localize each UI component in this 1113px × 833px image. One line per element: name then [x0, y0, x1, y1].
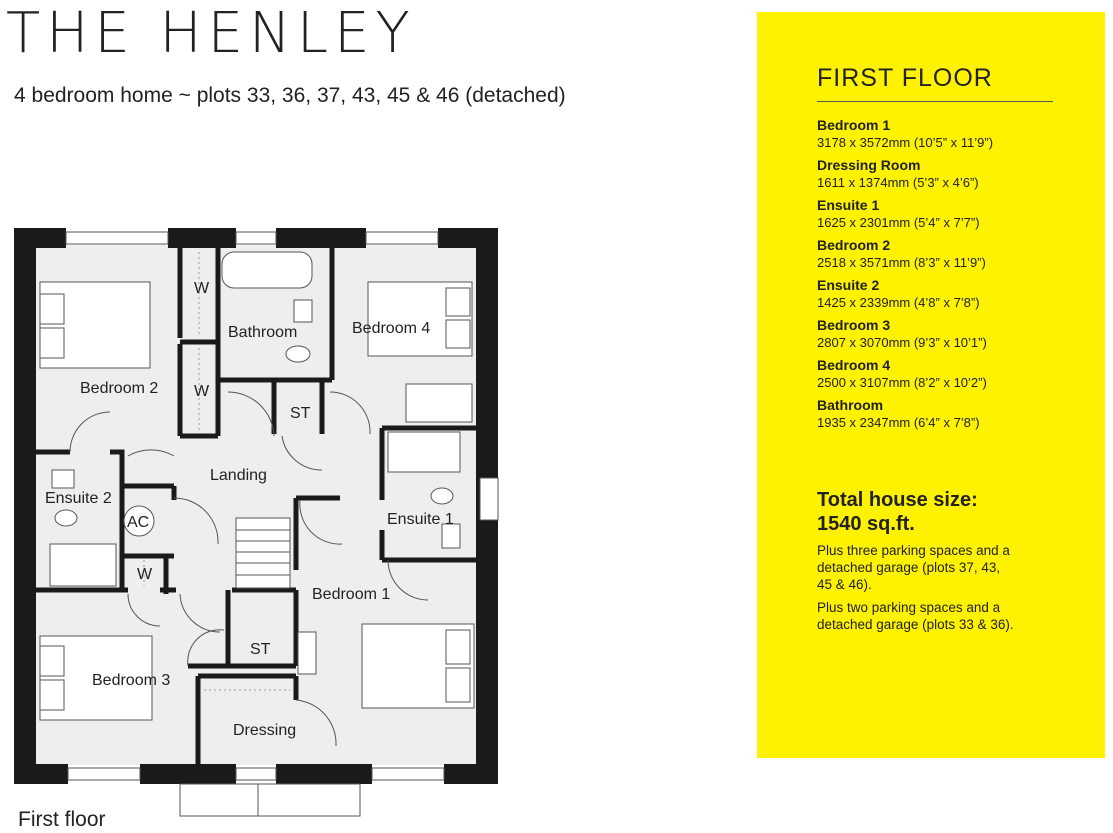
room-item-bedroom-4 [817, 356, 1097, 391]
panel-divider [817, 101, 1053, 102]
room-name: Bedroom 2 [817, 237, 891, 253]
room-dims: 2518 x 3571mm (8’3” x 11’9”) [817, 255, 986, 270]
room-item-dressing-room [817, 156, 1097, 191]
label-wardrobe-1: W [194, 280, 210, 297]
room-item-ensuite-1 [817, 196, 1097, 231]
parking-note-2: Plus two parking spaces and a detached garage (plots 33 & 36). [817, 600, 1014, 632]
shower-icon [388, 432, 460, 472]
label-wardrobe-3: W [137, 566, 153, 583]
label-ensuite-2: Ensuite 2 [45, 490, 112, 507]
label-store-2: ST [250, 641, 271, 658]
basin-icon [294, 300, 312, 322]
toilet-icon-2 [431, 488, 453, 504]
label-landing: Landing [210, 467, 267, 484]
room-dims: 3178 x 3572mm (10’5” x 11’9”) [817, 135, 994, 150]
room-dims: 1625 x 2301mm (5’4” x 7’7”) [817, 215, 980, 230]
room-name: Bedroom 4 [817, 357, 891, 373]
room-item-bedroom-3 [817, 316, 1097, 351]
room-item-bedroom-2 [817, 236, 1097, 271]
label-bedroom-3: Bedroom 3 [92, 672, 171, 689]
room-item-bathroom [817, 396, 1097, 431]
stairs [236, 518, 290, 588]
label-ac: AC [127, 514, 150, 531]
total-label: Total house size: [817, 489, 978, 511]
room-name: Ensuite 2 [817, 277, 880, 293]
room-name: Bedroom 3 [817, 317, 891, 333]
toilet-icon [286, 346, 310, 362]
room-name: Bathroom [817, 397, 884, 413]
label-ensuite-1: Ensuite 1 [387, 511, 454, 528]
parking-note-1: Plus three parking spaces and a detached garage (plots 37, 43, 45 & 46). [817, 543, 1010, 592]
room-dims: 1935 x 2347mm (6’4” x 7’8”) [817, 415, 980, 430]
room-list [817, 116, 1097, 436]
total-house-size [817, 488, 1077, 536]
panel-heading: FIRST FLOOR [817, 64, 993, 92]
room-name: Ensuite 1 [817, 197, 880, 213]
room-dims: 2807 x 3070mm (9’3” x 10’1”) [817, 335, 987, 350]
toilet-icon-3 [55, 510, 77, 526]
floor-label: First floor [18, 808, 106, 831]
shower-icon-2 [50, 544, 116, 586]
room-dims: 1425 x 2339mm (4’8” x 7’8”) [817, 295, 980, 310]
room-item-ensuite-2 [817, 276, 1097, 311]
label-bedroom-2: Bedroom 2 [80, 380, 159, 397]
page-subtitle: 4 bedroom home ~ plots 33, 36, 37, 43, 45 & 46 (detached) [14, 84, 566, 107]
label-dressing: Dressing [233, 722, 297, 739]
page-title: THE HENLEY [6, 1, 416, 66]
label-bedroom-4: Bedroom 4 [352, 320, 431, 337]
label-bathroom: Bathroom [228, 324, 298, 341]
room-item-bedroom-1 [817, 116, 1097, 151]
room-dims: 2500 x 3107mm (8’2” x 10’2”) [817, 375, 987, 390]
bath-icon [222, 252, 312, 288]
label-store-1: ST [290, 405, 311, 422]
basin-icon-3 [52, 470, 74, 488]
label-bedroom-1: Bedroom 1 [312, 586, 391, 603]
room-name: Dressing Room [817, 157, 921, 173]
room-name: Bedroom 1 [817, 117, 891, 133]
total-value: 1540 sq.ft. [817, 513, 915, 535]
room-dimensions-panel [757, 12, 1105, 758]
label-wardrobe-2: W [194, 383, 210, 400]
room-dims: 1611 x 1374mm (5’3” x 4’6”) [817, 175, 979, 190]
